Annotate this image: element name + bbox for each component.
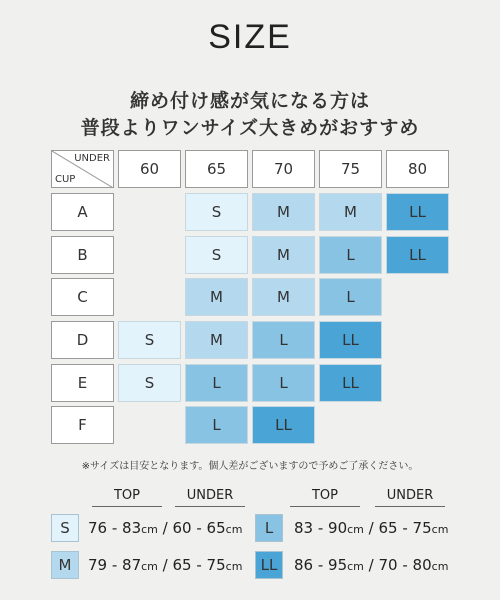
legend-range-ll: 86 - 95cm / 70 - 80cm: [294, 556, 449, 574]
cup-size-header: F: [51, 406, 114, 444]
legend-separator: /: [368, 556, 374, 574]
size-cell: LL: [319, 364, 382, 402]
legend-separator: /: [162, 519, 168, 537]
under-size-header: 70: [252, 150, 315, 188]
legend-top-value: 79 - 87: [88, 556, 142, 574]
size-cell: M: [185, 278, 248, 316]
subtitle-line-1: 締め付け感が気になる方は: [129, 90, 370, 112]
size-cell: S: [118, 364, 181, 402]
cup-size-header: B: [51, 236, 114, 274]
legend-range-m: 79 - 87cm / 65 - 75cm: [88, 556, 243, 574]
size-cell: L: [185, 364, 248, 402]
legend-range-l: 83 - 90cm / 65 - 75cm: [294, 519, 449, 537]
page-title: SIZE: [208, 18, 292, 56]
legend-key-l: L: [255, 514, 283, 542]
size-cell: L: [252, 321, 315, 359]
legend-under-value: 70 - 80: [378, 556, 432, 574]
legend-top-value: 76 - 83: [88, 519, 142, 537]
legend-under-value: 65 - 75: [172, 556, 226, 574]
table-corner-cell: [51, 150, 114, 188]
size-cell: L: [185, 406, 248, 444]
size-cell: M: [252, 193, 315, 231]
under-size-header: 60: [118, 150, 181, 188]
size-cell: LL: [386, 193, 449, 231]
cup-size-header: E: [51, 364, 114, 402]
legend-top-value: 83 - 90: [294, 519, 348, 537]
size-cell: L: [319, 236, 382, 274]
legend-divider: [290, 506, 360, 507]
legend-range-s: 76 - 83cm / 60 - 65cm: [88, 519, 243, 537]
disclaimer-note: ※サイズは目安となります。個人差がございますので予めご了承ください。: [81, 461, 419, 472]
corner-cup-label: CUP: [55, 174, 76, 185]
legend-key-s: S: [51, 514, 79, 542]
size-cell: M: [252, 278, 315, 316]
legend-key-m: M: [51, 551, 79, 579]
cup-size-header: A: [51, 193, 114, 231]
legend-divider: [375, 506, 445, 507]
legend-under-value: 65 - 75: [378, 519, 432, 537]
corner-under-label: UNDER: [74, 153, 110, 164]
size-cell: S: [185, 193, 248, 231]
legend-top-header-right: TOP: [311, 488, 338, 503]
legend-under-header-left: UNDER: [186, 488, 234, 503]
size-cell: S: [185, 236, 248, 274]
under-size-header: 65: [185, 150, 248, 188]
legend-separator: /: [368, 519, 374, 537]
size-cell: LL: [319, 321, 382, 359]
size-cell: S: [118, 321, 181, 359]
legend-top-header-left: TOP: [113, 488, 140, 503]
size-cell: L: [252, 364, 315, 402]
legend-divider: [175, 506, 245, 507]
legend-under-value: 60 - 65: [172, 519, 226, 537]
cup-size-header: D: [51, 321, 114, 359]
legend-under-header-right: UNDER: [386, 488, 434, 503]
under-size-header: 75: [319, 150, 382, 188]
legend-top-value: 86 - 95: [294, 556, 348, 574]
subtitle-line-2: 普段よりワンサイズ大きめがおすすめ: [80, 117, 420, 139]
size-cell: LL: [252, 406, 315, 444]
size-cell: M: [319, 193, 382, 231]
cup-size-header: C: [51, 278, 114, 316]
legend-separator: /: [162, 556, 168, 574]
size-cell: L: [319, 278, 382, 316]
size-cell: M: [185, 321, 248, 359]
size-cell: LL: [386, 236, 449, 274]
legend-divider: [92, 506, 162, 507]
legend-key-ll: LL: [255, 551, 283, 579]
size-cell: M: [252, 236, 315, 274]
under-size-header: 80: [386, 150, 449, 188]
